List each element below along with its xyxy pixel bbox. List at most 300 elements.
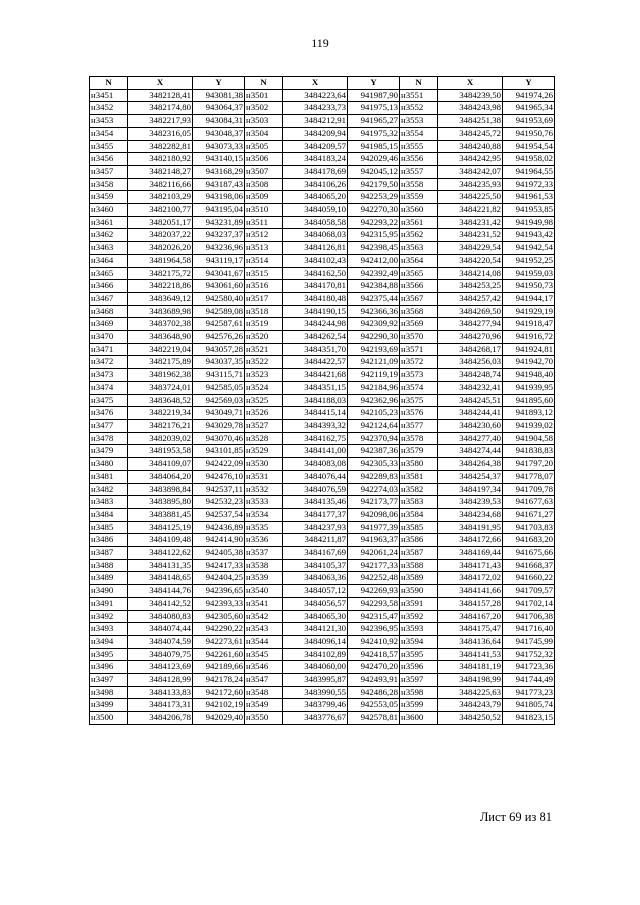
y-coordinate-cell: 943029,78 (193, 419, 245, 432)
table-row (90, 292, 555, 305)
x-coordinate-cell: 3484235,93 (438, 178, 503, 191)
point-id-cell: н3507 (245, 165, 283, 178)
x-coordinate-cell: 3483799,46 (283, 699, 348, 712)
point-id-cell: н3470 (90, 331, 128, 344)
point-id-cell: н3462 (90, 229, 128, 242)
point-id-cell: н3514 (245, 254, 283, 267)
y-coordinate-cell: 941706,38 (503, 610, 555, 623)
y-coordinate-cell: 942189,66 (193, 661, 245, 674)
point-id-cell: н3576 (400, 407, 438, 420)
column-header: Y (503, 77, 555, 90)
y-coordinate-cell: 943041,67 (193, 267, 245, 280)
point-id-cell: н3503 (245, 115, 283, 128)
y-coordinate-cell: 942396,65 (193, 585, 245, 598)
y-coordinate-cell: 941987,90 (348, 89, 400, 102)
y-coordinate-cell: 942252,48 (348, 572, 400, 585)
table-row (90, 369, 555, 382)
y-coordinate-cell: 942578,81 (348, 712, 400, 725)
table-row (90, 496, 555, 509)
y-coordinate-cell: 942404,25 (193, 572, 245, 585)
y-coordinate-cell: 941974,26 (503, 89, 555, 102)
table-row (90, 635, 555, 648)
x-coordinate-cell: 3484162,75 (283, 432, 348, 445)
x-coordinate-cell: 3483898,84 (128, 483, 193, 496)
point-id-cell: н3511 (245, 216, 283, 229)
y-coordinate-cell: 943101,85 (193, 445, 245, 458)
point-id-cell: н3502 (245, 102, 283, 115)
y-coordinate-cell: 941752,32 (503, 648, 555, 661)
table-row (90, 178, 555, 191)
y-coordinate-cell: 941723,36 (503, 661, 555, 674)
table-row (90, 216, 555, 229)
x-coordinate-cell: 3482051,17 (128, 216, 193, 229)
y-coordinate-cell: 941965,34 (503, 102, 555, 115)
y-coordinate-cell: 943237,37 (193, 229, 245, 242)
table-row (90, 318, 555, 331)
y-coordinate-cell: 942393,33 (193, 597, 245, 610)
point-id-cell: н3454 (90, 127, 128, 140)
column-header: N (400, 77, 438, 90)
x-coordinate-cell: 3484422,57 (283, 356, 348, 369)
x-coordinate-cell: 3484242,07 (438, 165, 503, 178)
point-id-cell: н3555 (400, 140, 438, 153)
x-coordinate-cell: 3484173,31 (128, 699, 193, 712)
table-row (90, 305, 555, 318)
x-coordinate-cell: 3484058,58 (283, 216, 348, 229)
point-id-cell: н3570 (400, 331, 438, 344)
x-coordinate-cell: 3484172,66 (438, 534, 503, 547)
x-coordinate-cell: 3484064,20 (128, 470, 193, 483)
y-coordinate-cell: 941944,17 (503, 292, 555, 305)
table-row (90, 674, 555, 687)
x-coordinate-cell: 3484221,82 (438, 204, 503, 217)
sheet-counter: Лист 69 из 81 (479, 810, 552, 824)
point-id-cell: н3459 (90, 191, 128, 204)
point-id-cell: н3490 (90, 585, 128, 598)
point-id-cell: н3552 (400, 102, 438, 115)
x-coordinate-cell: 3484188,03 (283, 394, 348, 407)
point-id-cell: н3492 (90, 610, 128, 623)
x-coordinate-cell: 3482180,92 (128, 153, 193, 166)
point-id-cell: н3565 (400, 267, 438, 280)
y-coordinate-cell: 941893,12 (503, 407, 555, 420)
point-id-cell: н3489 (90, 572, 128, 585)
point-id-cell: н3533 (245, 496, 283, 509)
table-row (90, 267, 555, 280)
y-coordinate-cell: 941675,66 (503, 547, 555, 560)
y-coordinate-cell: 941954,54 (503, 140, 555, 153)
y-coordinate-cell: 942061,24 (348, 547, 400, 560)
point-id-cell: н3482 (90, 483, 128, 496)
point-id-cell: н3568 (400, 305, 438, 318)
table-row (90, 483, 555, 496)
point-id-cell: н3460 (90, 204, 128, 217)
x-coordinate-cell: 3484225,63 (438, 686, 503, 699)
x-coordinate-cell: 3484068,03 (283, 229, 348, 242)
point-id-cell: н3536 (245, 534, 283, 547)
x-coordinate-cell: 3484131,35 (128, 559, 193, 572)
y-coordinate-cell: 943231,89 (193, 216, 245, 229)
point-id-cell: н3480 (90, 458, 128, 471)
y-coordinate-cell: 942553,05 (348, 699, 400, 712)
y-coordinate-cell: 941953,85 (503, 204, 555, 217)
x-coordinate-cell: 3484059,10 (283, 204, 348, 217)
point-id-cell: н3556 (400, 153, 438, 166)
table-row (90, 521, 555, 534)
point-id-cell: н3487 (90, 547, 128, 560)
y-coordinate-cell: 943061,60 (193, 280, 245, 293)
y-coordinate-cell: 942172,60 (193, 686, 245, 699)
table-row (90, 648, 555, 661)
x-coordinate-cell: 3484123,69 (128, 661, 193, 674)
table-row (90, 191, 555, 204)
x-coordinate-cell: 3484157,28 (438, 597, 503, 610)
point-id-cell: н3516 (245, 280, 283, 293)
x-coordinate-cell: 3482116,66 (128, 178, 193, 191)
x-coordinate-cell: 3484232,41 (438, 381, 503, 394)
y-coordinate-cell: 941975,32 (348, 127, 400, 140)
y-coordinate-cell: 942184,96 (348, 381, 400, 394)
point-id-cell: н3517 (245, 292, 283, 305)
table-row (90, 407, 555, 420)
y-coordinate-cell: 941977,39 (348, 521, 400, 534)
point-id-cell: н3479 (90, 445, 128, 458)
y-coordinate-cell: 942417,33 (193, 559, 245, 572)
point-id-cell: н3582 (400, 483, 438, 496)
point-id-cell: н3599 (400, 699, 438, 712)
point-id-cell: н3521 (245, 343, 283, 356)
table-row (90, 140, 555, 153)
x-coordinate-cell: 3484141,66 (438, 585, 503, 598)
x-coordinate-cell: 3484351,70 (283, 343, 348, 356)
y-coordinate-cell: 942315,95 (348, 229, 400, 242)
x-coordinate-cell: 3482148,27 (128, 165, 193, 178)
point-id-cell: н3497 (90, 674, 128, 687)
table-row (90, 712, 555, 725)
y-coordinate-cell: 942098,06 (348, 508, 400, 521)
point-id-cell: н3466 (90, 280, 128, 293)
x-coordinate-cell: 3482217,93 (128, 115, 193, 128)
point-id-cell: н3456 (90, 153, 128, 166)
point-id-cell: н3567 (400, 292, 438, 305)
y-coordinate-cell: 942387,36 (348, 445, 400, 458)
point-id-cell: н3547 (245, 674, 283, 687)
y-coordinate-cell: 942119,19 (348, 369, 400, 382)
x-coordinate-cell: 3482039,02 (128, 432, 193, 445)
point-id-cell: н3581 (400, 470, 438, 483)
x-coordinate-cell: 3484167,20 (438, 610, 503, 623)
point-id-cell: н3508 (245, 178, 283, 191)
table-row (90, 547, 555, 560)
x-coordinate-cell: 3484125,19 (128, 521, 193, 534)
x-coordinate-cell: 3484393,32 (283, 419, 348, 432)
y-coordinate-cell: 941949,98 (503, 216, 555, 229)
y-coordinate-cell: 942436,89 (193, 521, 245, 534)
point-id-cell: н3558 (400, 178, 438, 191)
x-coordinate-cell: 3484191,95 (438, 521, 503, 534)
table-row (90, 585, 555, 598)
y-coordinate-cell: 941668,37 (503, 559, 555, 572)
point-id-cell: н3560 (400, 204, 438, 217)
y-coordinate-cell: 942290,30 (348, 331, 400, 344)
y-coordinate-cell: 942102,19 (193, 699, 245, 712)
y-coordinate-cell: 942392,49 (348, 267, 400, 280)
y-coordinate-cell: 941745,99 (503, 635, 555, 648)
x-coordinate-cell: 3484171,43 (438, 559, 503, 572)
point-id-cell: н3499 (90, 699, 128, 712)
x-coordinate-cell: 3482100,77 (128, 204, 193, 217)
y-coordinate-cell: 941805,74 (503, 699, 555, 712)
y-coordinate-cell: 942422,09 (193, 458, 245, 471)
x-coordinate-cell: 3484056,57 (283, 597, 348, 610)
y-coordinate-cell: 942124,64 (348, 419, 400, 432)
table-row (90, 381, 555, 394)
y-coordinate-cell: 942179,50 (348, 178, 400, 191)
column-header: X (438, 77, 503, 90)
y-coordinate-cell: 941778,07 (503, 470, 555, 483)
point-id-cell: н3469 (90, 318, 128, 331)
point-id-cell: н3467 (90, 292, 128, 305)
y-coordinate-cell: 941677,63 (503, 496, 555, 509)
y-coordinate-cell: 943195,04 (193, 204, 245, 217)
y-coordinate-cell: 942315,47 (348, 610, 400, 623)
x-coordinate-cell: 3484074,44 (128, 623, 193, 636)
y-coordinate-cell: 941963,37 (348, 534, 400, 547)
x-coordinate-cell: 3484080,83 (128, 610, 193, 623)
x-coordinate-cell: 3484136,64 (438, 635, 503, 648)
point-id-cell: н3596 (400, 661, 438, 674)
point-id-cell: н3475 (90, 394, 128, 407)
x-coordinate-cell: 3483776,67 (283, 712, 348, 725)
x-coordinate-cell: 3484270,96 (438, 331, 503, 344)
y-coordinate-cell: 941939,95 (503, 381, 555, 394)
y-coordinate-cell: 942532,23 (193, 496, 245, 509)
x-coordinate-cell: 3484253,25 (438, 280, 503, 293)
y-coordinate-cell: 942309,92 (348, 318, 400, 331)
point-id-cell: н3575 (400, 394, 438, 407)
y-coordinate-cell: 942396,95 (348, 623, 400, 636)
y-coordinate-cell: 942293,58 (348, 597, 400, 610)
x-coordinate-cell: 3484105,37 (283, 559, 348, 572)
x-coordinate-cell: 3482037,22 (128, 229, 193, 242)
point-id-cell: н3465 (90, 267, 128, 280)
y-coordinate-cell: 942370,94 (348, 432, 400, 445)
x-coordinate-cell: 3484121,30 (283, 623, 348, 636)
point-id-cell: н3571 (400, 343, 438, 356)
y-coordinate-cell: 941895,60 (503, 394, 555, 407)
table-body (90, 89, 555, 724)
y-coordinate-cell: 942261,60 (193, 648, 245, 661)
x-coordinate-cell: 3484243,98 (438, 102, 503, 115)
x-coordinate-cell: 3482175,89 (128, 356, 193, 369)
x-coordinate-cell: 3483689,98 (128, 305, 193, 318)
x-coordinate-cell: 3484214,08 (438, 267, 503, 280)
point-id-cell: н3544 (245, 635, 283, 648)
y-coordinate-cell: 942412,00 (348, 254, 400, 267)
y-coordinate-cell: 941961,53 (503, 191, 555, 204)
x-coordinate-cell: 3484225,50 (438, 191, 503, 204)
x-coordinate-cell: 3484234,68 (438, 508, 503, 521)
x-coordinate-cell: 3483702,38 (128, 318, 193, 331)
table-row (90, 623, 555, 636)
point-id-cell: н3584 (400, 508, 438, 521)
point-id-cell: н3541 (245, 597, 283, 610)
point-id-cell: н3561 (400, 216, 438, 229)
page-number: 119 (311, 36, 329, 50)
table-row (90, 343, 555, 356)
x-coordinate-cell: 3484128,99 (128, 674, 193, 687)
y-coordinate-cell: 942384,88 (348, 280, 400, 293)
y-coordinate-cell: 941924,81 (503, 343, 555, 356)
x-coordinate-cell: 3484133,83 (128, 686, 193, 699)
x-coordinate-cell: 3481962,38 (128, 369, 193, 382)
point-id-cell: н3522 (245, 356, 283, 369)
y-coordinate-cell: 943049,71 (193, 407, 245, 420)
point-id-cell: н3461 (90, 216, 128, 229)
x-coordinate-cell: 3484162,50 (283, 267, 348, 280)
y-coordinate-cell: 942045,12 (348, 165, 400, 178)
point-id-cell: н3523 (245, 369, 283, 382)
x-coordinate-cell: 3484244,98 (283, 318, 348, 331)
point-id-cell: н3513 (245, 242, 283, 255)
x-coordinate-cell: 3482103,29 (128, 191, 193, 204)
x-coordinate-cell: 3484122,62 (128, 547, 193, 560)
y-coordinate-cell: 943070,46 (193, 432, 245, 445)
y-coordinate-cell: 941972,33 (503, 178, 555, 191)
point-id-cell: н3562 (400, 229, 438, 242)
y-coordinate-cell: 943119,17 (193, 254, 245, 267)
y-coordinate-cell: 942105,23 (348, 407, 400, 420)
y-coordinate-cell: 943064,37 (193, 102, 245, 115)
x-coordinate-cell: 3484106,26 (283, 178, 348, 191)
y-coordinate-cell: 941823,15 (503, 712, 555, 725)
x-coordinate-cell: 3484277,94 (438, 318, 503, 331)
table-row (90, 280, 555, 293)
y-coordinate-cell: 942576,26 (193, 331, 245, 344)
x-coordinate-cell: 3484231,42 (438, 216, 503, 229)
point-id-cell: н3505 (245, 140, 283, 153)
point-id-cell: н3535 (245, 521, 283, 534)
x-coordinate-cell: 3484177,37 (283, 508, 348, 521)
y-coordinate-cell: 941959,03 (503, 267, 555, 280)
y-coordinate-cell: 942470,20 (348, 661, 400, 674)
point-id-cell: н3493 (90, 623, 128, 636)
point-id-cell: н3474 (90, 381, 128, 394)
table-row (90, 445, 555, 458)
table-row (90, 458, 555, 471)
y-coordinate-cell: 942366,36 (348, 305, 400, 318)
x-coordinate-cell: 3484178,69 (283, 165, 348, 178)
x-coordinate-cell: 3482175,72 (128, 267, 193, 280)
y-coordinate-cell: 943140,15 (193, 153, 245, 166)
y-coordinate-cell: 942253,29 (348, 191, 400, 204)
y-coordinate-cell: 943084,31 (193, 115, 245, 128)
coordinates-table (89, 76, 555, 725)
y-coordinate-cell: 942580,40 (193, 292, 245, 305)
x-coordinate-cell: 3484074,59 (128, 635, 193, 648)
point-id-cell: н3600 (400, 712, 438, 725)
x-coordinate-cell: 3484141,53 (438, 648, 503, 661)
x-coordinate-cell: 3484148,65 (128, 572, 193, 585)
x-coordinate-cell: 3484264,38 (438, 458, 503, 471)
y-coordinate-cell: 942398,45 (348, 242, 400, 255)
y-coordinate-cell: 943236,96 (193, 242, 245, 255)
y-coordinate-cell: 941916,72 (503, 331, 555, 344)
point-id-cell: н3501 (245, 89, 283, 102)
x-coordinate-cell: 3484065,20 (283, 191, 348, 204)
y-coordinate-cell: 941942,70 (503, 356, 555, 369)
y-coordinate-cell: 942178,24 (193, 674, 245, 687)
point-id-cell: н3484 (90, 508, 128, 521)
point-id-cell: н3458 (90, 178, 128, 191)
column-header: N (90, 77, 128, 90)
point-id-cell: н3590 (400, 585, 438, 598)
x-coordinate-cell: 3484181,19 (438, 661, 503, 674)
point-id-cell: н3598 (400, 686, 438, 699)
table-row (90, 661, 555, 674)
y-coordinate-cell: 941683,20 (503, 534, 555, 547)
x-coordinate-cell: 3483995,87 (283, 674, 348, 687)
point-id-cell: н3472 (90, 356, 128, 369)
y-coordinate-cell: 941671,27 (503, 508, 555, 521)
x-coordinate-cell: 3484126,81 (283, 242, 348, 255)
point-id-cell: н3574 (400, 381, 438, 394)
point-id-cell: н3585 (400, 521, 438, 534)
x-coordinate-cell: 3482282,81 (128, 140, 193, 153)
column-header: X (128, 77, 193, 90)
y-coordinate-cell: 942405,38 (193, 547, 245, 560)
x-coordinate-cell: 3481953,58 (128, 445, 193, 458)
point-id-cell: н3592 (400, 610, 438, 623)
y-coordinate-cell: 943081,38 (193, 89, 245, 102)
point-id-cell: н3531 (245, 470, 283, 483)
point-id-cell: н3451 (90, 89, 128, 102)
point-id-cell: н3495 (90, 648, 128, 661)
point-id-cell: н3527 (245, 419, 283, 432)
column-header: Y (348, 77, 400, 90)
x-coordinate-cell: 3484251,38 (438, 115, 503, 128)
x-coordinate-cell: 3483990,55 (283, 686, 348, 699)
point-id-cell: н3549 (245, 699, 283, 712)
y-coordinate-cell: 941660,22 (503, 572, 555, 585)
table-row (90, 165, 555, 178)
point-id-cell: н3559 (400, 191, 438, 204)
point-id-cell: н3529 (245, 445, 283, 458)
y-coordinate-cell: 942375,44 (348, 292, 400, 305)
table-row (90, 254, 555, 267)
point-id-cell: н3476 (90, 407, 128, 420)
point-id-cell: н3485 (90, 521, 128, 534)
point-id-cell: н3478 (90, 432, 128, 445)
point-id-cell: н3510 (245, 204, 283, 217)
x-coordinate-cell: 3484183,24 (283, 153, 348, 166)
x-coordinate-cell: 3484421,68 (283, 369, 348, 382)
point-id-cell: н3519 (245, 318, 283, 331)
y-coordinate-cell: 941964,55 (503, 165, 555, 178)
y-coordinate-cell: 941797,20 (503, 458, 555, 471)
y-coordinate-cell: 942177,33 (348, 559, 400, 572)
point-id-cell: н3564 (400, 254, 438, 267)
y-coordinate-cell: 942587,61 (193, 318, 245, 331)
point-id-cell: н3500 (90, 712, 128, 725)
table-row (90, 115, 555, 128)
table-row (90, 597, 555, 610)
x-coordinate-cell: 3484240,88 (438, 140, 503, 153)
y-coordinate-cell: 941716,40 (503, 623, 555, 636)
y-coordinate-cell: 942585,05 (193, 381, 245, 394)
point-id-cell: н3530 (245, 458, 283, 471)
x-coordinate-cell: 3484142,52 (128, 597, 193, 610)
